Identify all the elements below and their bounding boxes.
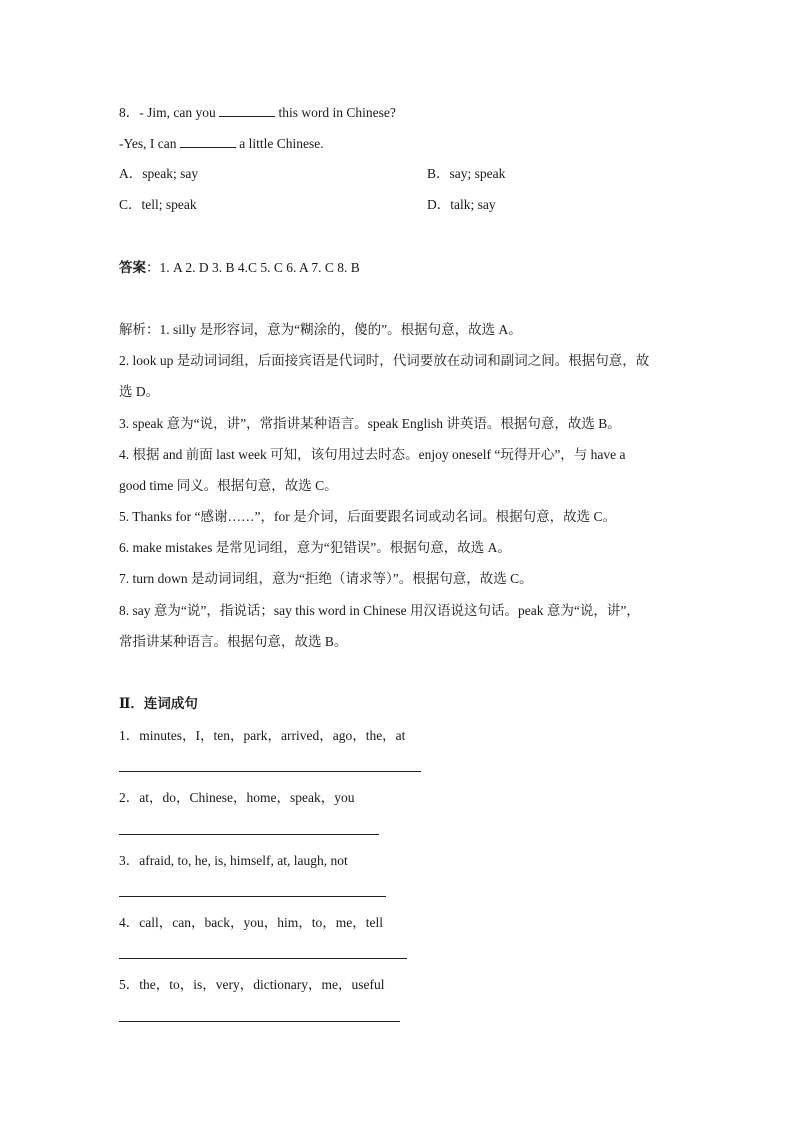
question-8-line-2 <box>119 133 324 154</box>
question-8-prefix: 8．- Jim, can you <box>119 105 216 120</box>
option-d: D．talk; say <box>427 197 496 212</box>
analysis-line-7: 5. Thanks for “感谢……”，for 是介词，后面要跟名词或动名词。根据句意，故选 C。 <box>119 509 616 524</box>
sentence-item-4: 4．call，can，back，you，him，to，me，tell <box>119 915 383 930</box>
question-8-reply-prefix: -Yes, I can <box>119 136 177 151</box>
analysis-line-11: 常指讲某种语言。根据句意，故选 B。 <box>119 634 348 649</box>
answers-label: 答案 <box>119 260 146 275</box>
answer-line-2[interactable] <box>119 834 379 835</box>
question-8-suffix: this word in Chinese? <box>278 105 396 120</box>
option-c: C．tell; speak <box>119 197 197 212</box>
analysis-line-9: 7. turn down 是动词词组，意为“拒绝（请求等）”。根据句意，故选 C。 <box>119 571 533 586</box>
answers-text: ：1. A 2. D 3. B 4.C 5. C 6. A 7. C 8. B <box>146 260 360 275</box>
sentence-item-2: 2．at，do，Chinese，home，speak，you <box>119 790 355 805</box>
analysis-line-5: 4. 根据 and 前面 last week 可知，该句用过去时态。enjoy oneself “玩得开心”，与 have a <box>119 447 626 462</box>
answer-line-3[interactable] <box>119 896 386 897</box>
answers-line <box>119 258 360 278</box>
analysis-line-4: 3. speak 意为“说，讲”，常指讲某种语言。speak English 讲英语。根据句意，故选 B。 <box>119 416 621 431</box>
analysis-line-10: 8. say 意为“说”，指说话；say this word in Chinese 用汉语说这句话。peak 意为“说，讲”， <box>119 603 640 618</box>
sentence-item-3: 3．afraid, to, he, is, himself, at, laugh, not <box>119 853 348 868</box>
answer-line-4[interactable] <box>119 958 407 959</box>
sentence-item-5: 5．the，to，is，very，dictionary，me，useful <box>119 977 385 992</box>
analysis-line-8: 6. make mistakes 是常见词组，意为“犯错误”。根据句意，故选 A。 <box>119 540 511 555</box>
question-8-blank-1 <box>219 102 275 117</box>
section-2-title: Ⅱ．连词成句 <box>119 696 198 711</box>
option-b: B．say; speak <box>427 166 506 181</box>
analysis-line-2: 2. look up 是动词词组，后面接宾语是代词时，代词要放在动词和副词之间。根据句意，故 <box>119 353 650 368</box>
question-8-blank-2 <box>180 133 236 148</box>
question-8-line-1 <box>119 102 396 123</box>
answer-line-1[interactable] <box>119 771 421 772</box>
question-8-reply-suffix: a little Chinese. <box>239 136 324 151</box>
analysis-line-3: 选 D。 <box>119 384 160 399</box>
option-a: A．speak; say <box>119 166 199 181</box>
analysis-line-6: good time 同义。根据句意，故选 C。 <box>119 478 338 493</box>
analysis-line-1: 解析：1. silly 是形容词，意为“糊涂的，傻的”。根据句意，故选 A。 <box>119 322 522 337</box>
sentence-item-1: 1．minutes，I，ten，park，arrived，ago，the，at <box>119 728 406 743</box>
answer-line-5[interactable] <box>119 1021 400 1022</box>
